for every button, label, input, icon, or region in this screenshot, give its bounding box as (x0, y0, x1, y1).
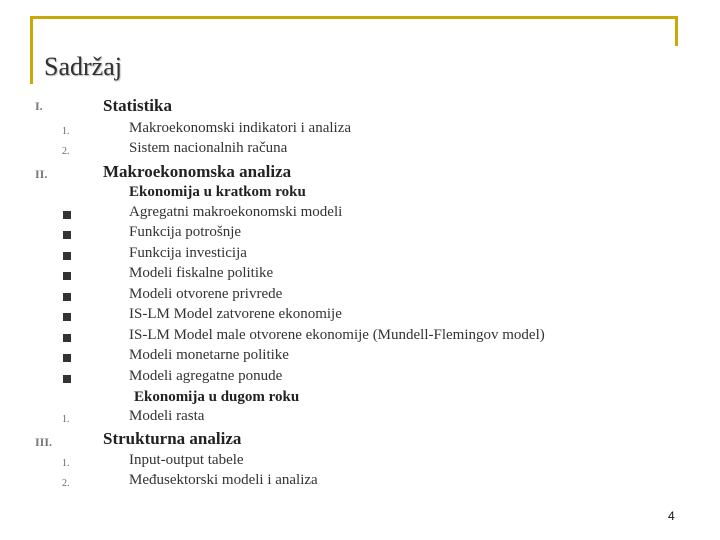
section-1-item-2: Sistem nacionalnih računa (129, 140, 288, 156)
section-2-last-item: Modeli rasta (129, 408, 205, 424)
section-3-item-1-number: 1. (62, 458, 70, 469)
bullet-icon (63, 211, 71, 219)
section-2-item-1: Agregatni makroekonomski modeli (129, 204, 343, 220)
section-2-item-5: Modeli otvorene privrede (129, 286, 283, 302)
slide-title: Sadržaj (44, 52, 122, 81)
section-2-item-9: Modeli agregatne ponude (129, 368, 283, 384)
bullet-icon (63, 272, 71, 280)
section-1-numeral: I. (35, 99, 43, 113)
section-2-subheading-short-run: Ekonomija u kratkom roku (129, 184, 306, 200)
frame-top-rule (30, 16, 678, 19)
section-2-item-4: Modeli fiskalne politike (129, 265, 274, 281)
section-2-item-2: Funkcija potrošnje (129, 224, 242, 240)
section-2-heading: Makroekonomska analiza (103, 162, 292, 181)
section-1-item-2-number: 2. (62, 146, 70, 157)
section-3-numeral: III. (35, 435, 53, 449)
frame-left-rule (30, 16, 33, 84)
section-3-heading: Strukturna analiza (103, 429, 242, 448)
bullet-icon (63, 354, 71, 362)
section-2-numeral: II. (35, 167, 48, 181)
bullet-icon (63, 334, 71, 342)
section-2-item-3: Funkcija investicija (129, 245, 247, 261)
section-3-item-1: Input-output tabele (129, 452, 244, 468)
bullet-icon (63, 231, 71, 239)
section-2-item-7: IS-LM Model male otvorene ekonomije (Mundell-Flemingov model) (129, 327, 545, 343)
section-2-last-number: 1. (62, 414, 70, 425)
section-3-item-2: Međusektorski modeli i analiza (129, 472, 318, 488)
page-number: 4 (668, 509, 675, 523)
section-2-item-8: Modeli monetarne politike (129, 347, 289, 363)
bullet-icon (63, 313, 71, 321)
bullet-icon (63, 293, 71, 301)
section-1-item-1-number: 1. (62, 126, 70, 137)
section-1-heading: Statistika (103, 96, 172, 115)
bullet-icon (63, 252, 71, 260)
section-2-item-6: IS-LM Model zatvorene ekonomije (129, 306, 342, 322)
frame-right-rule (675, 16, 678, 46)
section-3-item-2-number: 2. (62, 478, 70, 489)
bullet-icon (63, 375, 71, 383)
section-1-item-1: Makroekonomski indikatori i analiza (129, 120, 352, 136)
section-2-subheading-long-run: Ekonomija u dugom roku (134, 389, 300, 405)
